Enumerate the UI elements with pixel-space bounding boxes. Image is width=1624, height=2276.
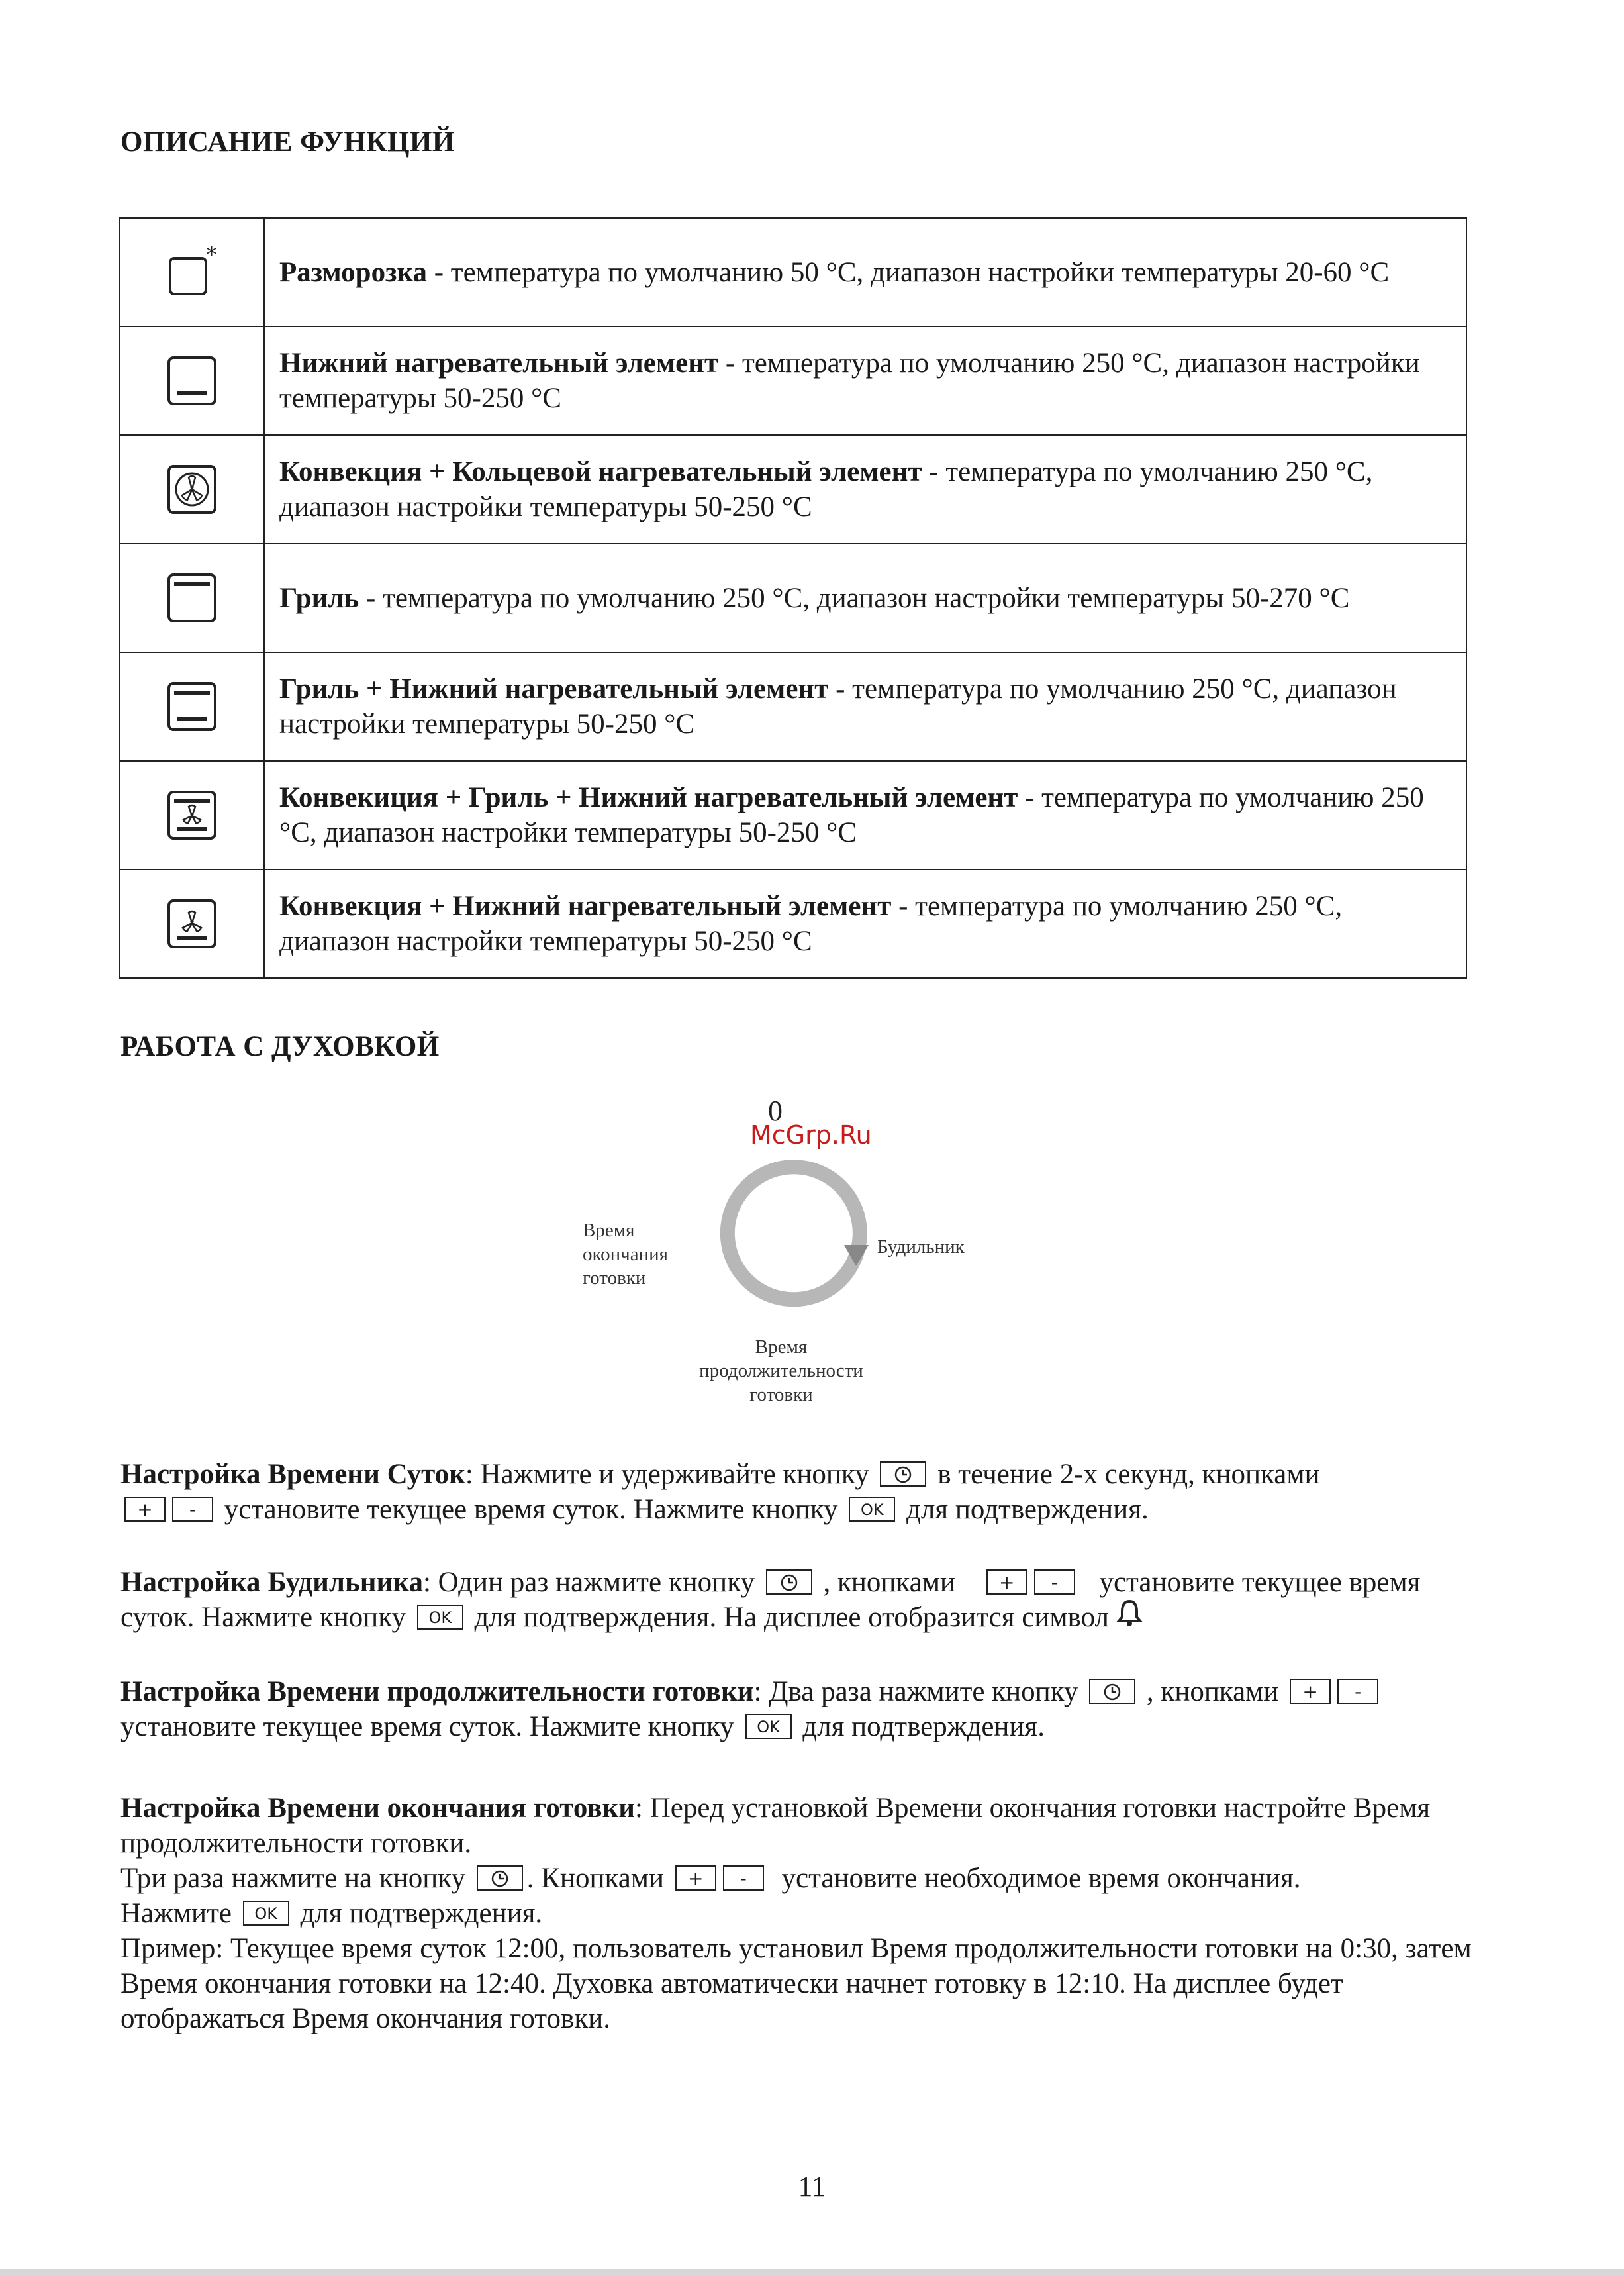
clock-mode-cycle-diagram xyxy=(583,1095,980,1417)
function-description xyxy=(264,869,1466,978)
table-row xyxy=(120,544,1466,652)
instruction-duration xyxy=(120,1674,1498,1744)
function-name: Нижний нагревательный элемент xyxy=(279,348,719,379)
grill-icon xyxy=(120,568,263,628)
instruction-text: Нажмите xyxy=(120,1898,232,1929)
table-row xyxy=(120,761,1466,869)
instruction-title: Настройка Времени продолжительности готовки xyxy=(120,1676,754,1707)
function-description xyxy=(264,652,1466,761)
function-description xyxy=(264,544,1466,652)
instruction-text: в течение 2-х секунд, кнопками xyxy=(937,1459,1320,1490)
convection-ring-heater-icon xyxy=(120,460,263,519)
instruction-text: , кнопками xyxy=(823,1567,955,1598)
section-title-functions: ОПИСАНИЕ ФУНКЦИЙ xyxy=(120,126,455,158)
minus-button-icon: - xyxy=(723,1865,764,1891)
function-description xyxy=(264,218,1466,326)
ok-button-icon: OK xyxy=(849,1497,895,1522)
functions-table xyxy=(119,217,1467,979)
instruction-text: : Два раза нажмите кнопку xyxy=(753,1676,1078,1707)
plus-button-icon: + xyxy=(986,1569,1027,1595)
instruction-title: Настройка Времени окончания готовки xyxy=(120,1793,636,1824)
function-details: - температура по умолчанию 250 °С, диапазон настройки температуры 50-270 °С xyxy=(359,582,1350,614)
function-details: - температура по умолчанию 250 °С, диапазон настройки температуры 50-250 °С xyxy=(279,891,1343,957)
icon-cell xyxy=(120,869,264,978)
instruction-text: установите текущее время суток. Нажмите кнопку xyxy=(120,1711,734,1742)
instruction-text: установите текущее время суток. Нажмите кнопку xyxy=(120,1567,1421,1633)
function-details: - температура по умолчанию 250 °С, диапазон настройки температуры 50-250 °С xyxy=(279,673,1397,740)
function-name: Конвекция + Кольцевой нагревательный элемент xyxy=(279,456,922,487)
ok-button-icon: OK xyxy=(745,1714,792,1739)
instruction-text: , кнопками xyxy=(1146,1676,1279,1707)
convection-grill-bottom-icon xyxy=(120,785,263,845)
clock-button-icon xyxy=(880,1461,926,1487)
instruction-text: установите необходимое время окончания. xyxy=(781,1863,1301,1894)
function-details: - температура по умолчанию 250 °С, диапазон настройки температуры 50-250 °С xyxy=(279,348,1420,414)
instruction-alarm xyxy=(120,1565,1498,1639)
function-name: Конвекция + Нижний нагревательный элемент xyxy=(279,891,892,922)
icon-cell xyxy=(120,435,264,544)
icon-cell xyxy=(120,652,264,761)
instruction-title: Настройка Времени Суток xyxy=(120,1459,465,1490)
ok-button-icon: OK xyxy=(243,1901,289,1926)
defrost-icon xyxy=(120,242,263,302)
label-alarm: Будильник xyxy=(877,1236,965,1258)
table-row xyxy=(120,435,1466,544)
instruction-text: Три раза нажмите на кнопку xyxy=(120,1863,465,1894)
table-row xyxy=(120,326,1466,435)
convection-bottom-icon xyxy=(120,894,263,954)
instruction-text: : Перед установкой Времени окончания готовки настройте Время продолжительности готовки. xyxy=(120,1793,1431,1859)
instruction-end-time xyxy=(120,1791,1498,2036)
icon-cell xyxy=(120,326,264,435)
ok-button-icon: OK xyxy=(417,1605,463,1630)
watermark: McGrp.Ru xyxy=(750,1120,872,1150)
function-name: Конвекиция + Гриль + Нижний нагревательный элемент xyxy=(279,782,1018,813)
instruction-text: установите текущее время суток. Нажмите кнопку xyxy=(224,1494,838,1525)
clock-button-icon xyxy=(766,1569,812,1595)
bell-icon xyxy=(1116,1599,1143,1636)
plus-button-icon: + xyxy=(1290,1679,1331,1704)
instruction-title: Настройка Будильника xyxy=(120,1567,423,1598)
table-row xyxy=(120,218,1466,326)
bottom-heater-icon xyxy=(120,351,263,411)
function-details: - температура по умолчанию 50 °С, диапазон настройки температуры 20-60 °С xyxy=(426,256,1390,288)
minus-button-icon: - xyxy=(172,1497,213,1522)
instruction-time-of-day xyxy=(120,1457,1498,1527)
instruction-text: для подтверждения. xyxy=(906,1494,1149,1525)
minus-button-icon: - xyxy=(1337,1679,1378,1704)
function-details: - температура по умолчанию 250 °С, диапазон настройки температуры 50-250 °С xyxy=(279,456,1373,522)
clock-button-icon xyxy=(477,1865,523,1891)
icon-cell xyxy=(120,761,264,869)
icon-cell xyxy=(120,218,264,326)
function-name: Гриль + Нижний нагревательный элемент xyxy=(279,673,829,705)
function-description xyxy=(264,435,1466,544)
function-details: - температура по умолчанию 250 °С, диапазон настройки температуры 50-250 °С xyxy=(279,782,1424,848)
svg-text:*: * xyxy=(206,242,217,268)
table-row xyxy=(120,869,1466,978)
cycle-start-label: 0 xyxy=(768,1095,783,1127)
grill-bottom-heater-icon xyxy=(120,677,263,736)
function-description xyxy=(264,326,1466,435)
label-duration: Время продолжительности готовки xyxy=(699,1336,863,1405)
instruction-text: : Нажмите и удерживайте кнопку xyxy=(465,1459,869,1490)
instruction-text: для подтверждения. xyxy=(802,1711,1045,1742)
plus-button-icon: + xyxy=(124,1497,166,1522)
plus-button-icon: + xyxy=(675,1865,716,1891)
bottom-border xyxy=(0,2269,1624,2276)
icon-cell xyxy=(120,544,264,652)
instruction-text: : Один раз нажмите кнопку xyxy=(422,1567,755,1598)
instruction-example: Пример: Текущее время суток 12:00, пользователь установил Время продолжительности готовки на 0:30, затем Время окончания готовки на 12:40. Духовка автоматически начнет готовку в 12:10. На дисплее будет отображаться Время окончания готовки. xyxy=(120,1933,1472,2034)
function-description xyxy=(264,761,1466,869)
function-name: Гриль xyxy=(279,582,359,614)
section-title-operation: РАБОТА С ДУХОВКОЙ xyxy=(120,1031,440,1062)
instruction-text: для подтверждения. xyxy=(300,1898,543,1929)
minus-button-icon: - xyxy=(1034,1569,1075,1595)
clock-button-icon xyxy=(1089,1679,1135,1704)
label-end-time: Время окончания готовки xyxy=(583,1220,668,1289)
page-number: 11 xyxy=(798,2171,826,2202)
function-name: Разморозка xyxy=(279,256,427,288)
instruction-text: для подтверждения. На дисплее отобразится символ xyxy=(474,1602,1109,1633)
table-row xyxy=(120,652,1466,761)
instruction-text: . Кнопками xyxy=(526,1863,665,1894)
